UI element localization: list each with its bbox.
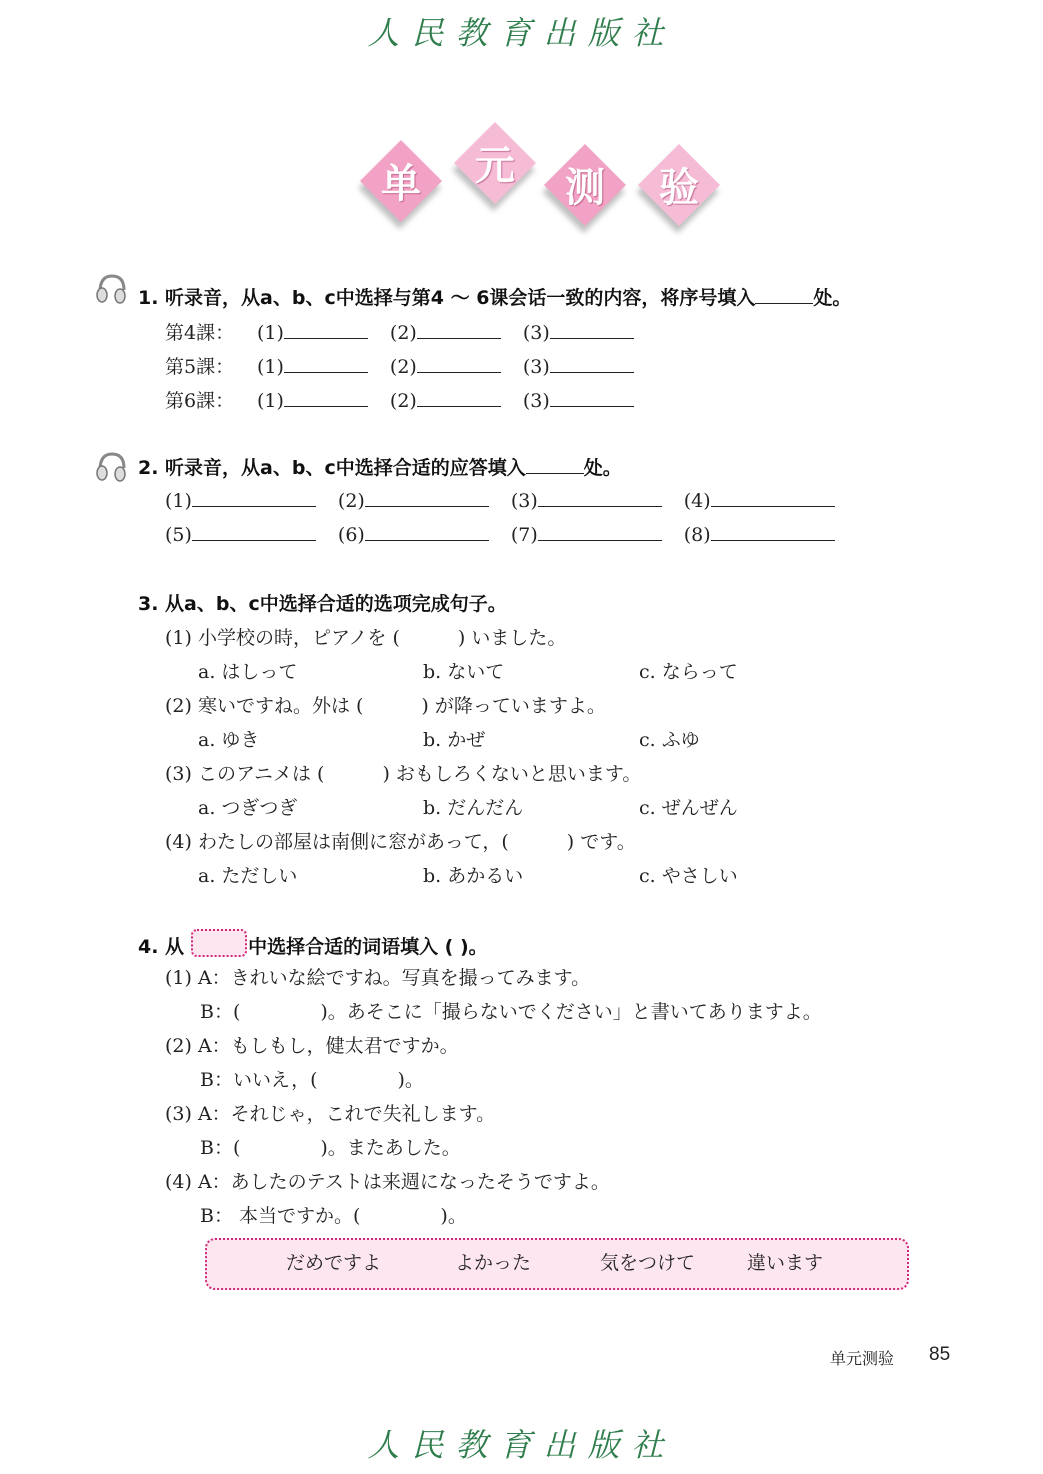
- q3-sentence: [165, 691, 606, 718]
- q2-row: [165, 488, 835, 512]
- word-choice[interactable]: 違います: [747, 1252, 824, 1274]
- sentence-pre: (3) このアニメは (: [165, 763, 325, 785]
- question-2-text: 2. 听录音，从a、b、c中选择合适的应答填入: [138, 457, 526, 479]
- answer-blank[interactable]: [417, 354, 501, 373]
- title-char: 元: [475, 143, 515, 189]
- answer-blank[interactable]: [192, 488, 316, 507]
- answer-blank[interactable]: [550, 320, 634, 339]
- q3-option[interactable]: c. やさしい: [639, 865, 738, 887]
- headphone-icon: [94, 448, 130, 484]
- q3-sentence: [165, 759, 641, 786]
- question-4-pre: 4. 从: [138, 936, 185, 958]
- item-number: (3): [510, 490, 538, 512]
- headphone-icon: [94, 270, 130, 306]
- title-char: 单: [381, 161, 421, 207]
- answer-blank[interactable]: [417, 388, 501, 407]
- item-number: (3): [522, 390, 550, 412]
- q3-option[interactable]: b. ないて: [423, 661, 505, 683]
- lesson-label: 第4課：: [165, 322, 235, 344]
- q3-option[interactable]: c. ぜんぜん: [639, 797, 738, 819]
- question-4-post: 中选择合适的词语填入 ( )。: [248, 936, 488, 958]
- q3-option[interactable]: c. ふゆ: [639, 729, 700, 751]
- answer-blank[interactable]: [711, 488, 835, 507]
- q3-option[interactable]: b. だんだん: [423, 797, 524, 819]
- question-1-text: 1. 听录音，从a、b、c中选择与第4 ～ 6课会话一致的内容，将序号填入: [138, 287, 756, 309]
- word-choice[interactable]: よかった: [455, 1252, 532, 1274]
- lesson-label: 第6課：: [165, 390, 235, 412]
- question-2-end: 处。: [583, 457, 622, 479]
- sentence-pre: (2) 寒いですね。外は (: [165, 695, 364, 717]
- dialog-line-a: (2) A：もしもし，健太君ですか。: [165, 1035, 459, 1057]
- answer-blank[interactable]: [417, 320, 501, 339]
- q1-row: [165, 386, 634, 413]
- q3-option[interactable]: c. ならって: [639, 661, 738, 683]
- dialog-line-b: [200, 1065, 424, 1092]
- question-2-title: [138, 453, 622, 480]
- item-number: (2): [389, 356, 417, 378]
- item-number: (4): [683, 490, 711, 512]
- item-number: (5): [165, 524, 192, 546]
- item-number: (1): [165, 490, 192, 512]
- dialog-b-post: )。: [440, 1205, 467, 1227]
- dialog-b-post: )。: [397, 1069, 424, 1091]
- answer-blank: [526, 455, 584, 474]
- dialog-b-post: )。またあした。: [320, 1137, 461, 1159]
- q1-row: [165, 318, 634, 345]
- item-number: (2): [337, 490, 365, 512]
- question-3-title: 3. 从a、b、c中选择合适的选项完成句子。: [138, 593, 507, 615]
- sentence-post: ) です。: [566, 831, 636, 853]
- question-1-end: 处。: [813, 287, 852, 309]
- title-char: 验: [659, 165, 699, 211]
- item-number: (3): [522, 356, 550, 378]
- sentence-pre: (4) わたしの部屋は南側に窓があって，(: [165, 831, 509, 853]
- answer-blank[interactable]: [284, 388, 368, 407]
- q3-option[interactable]: a. はしって: [198, 661, 298, 683]
- answer-blank[interactable]: [365, 522, 489, 541]
- dialog-b-pre: B：いいえ，(: [200, 1069, 318, 1091]
- publisher-logo-bottom: 人民教育出版社: [367, 1426, 676, 1464]
- q3-sentence: [165, 623, 566, 650]
- item-number: (2): [389, 322, 417, 344]
- item-number: (3): [522, 322, 550, 344]
- dialog-b-pre: B： 本当ですか。(: [200, 1205, 361, 1227]
- item-number: (7): [510, 524, 538, 546]
- page-number: 85: [929, 1344, 951, 1365]
- sentence-post: ) が降っていますよ。: [421, 695, 606, 717]
- dialog-line-b: [200, 997, 822, 1024]
- lesson-label: 第5課：: [165, 356, 235, 378]
- dialog-b-pre: B：(: [200, 1001, 241, 1023]
- q3-option[interactable]: a. ただしい: [198, 865, 298, 887]
- dialog-b-pre: B：(: [200, 1137, 241, 1159]
- answer-blank[interactable]: [284, 354, 368, 373]
- title-char: 测: [565, 165, 605, 211]
- answer-blank[interactable]: [538, 488, 662, 507]
- answer-blank: [755, 285, 813, 304]
- answer-blank[interactable]: [550, 354, 634, 373]
- q3-option[interactable]: a. ゆき: [198, 729, 260, 751]
- q1-row: [165, 352, 634, 379]
- publisher-logo-top: 人民教育出版社: [367, 14, 676, 52]
- q3-option[interactable]: a. つぎつぎ: [198, 797, 298, 819]
- word-choice[interactable]: だめですよ: [286, 1252, 382, 1274]
- dialog-line-a: (4) A：あしたのテストは来週になったそうですよ。: [165, 1171, 610, 1193]
- answer-blank[interactable]: [192, 522, 316, 541]
- answer-blank[interactable]: [365, 488, 489, 507]
- sentence-post: ) おもしろくないと思います。: [382, 763, 642, 785]
- item-number: (2): [389, 390, 417, 412]
- q3-option[interactable]: b. あかるい: [423, 865, 524, 887]
- answer-blank[interactable]: [538, 522, 662, 541]
- word-choice[interactable]: 気をつけて: [600, 1252, 696, 1274]
- dialog-line-a: (1) A：きれいな絵ですね。写真を撮ってみます。: [165, 967, 591, 989]
- q3-option[interactable]: b. かぜ: [423, 729, 486, 751]
- item-number: (1): [257, 356, 284, 378]
- item-number: (8): [683, 524, 711, 546]
- word-box-icon: [191, 929, 247, 957]
- item-number: (1): [257, 390, 284, 412]
- answer-blank[interactable]: [284, 320, 368, 339]
- q2-row: [165, 522, 835, 546]
- dialog-line-b: [200, 1201, 467, 1228]
- footer-section-label: 单元测验: [830, 1349, 895, 1368]
- item-number: (6): [337, 524, 365, 546]
- question-1-title: [138, 283, 851, 310]
- dialog-line-a: (3) A：それじゃ，これで失礼します。: [165, 1103, 496, 1125]
- q3-sentence: [165, 827, 636, 854]
- sentence-post: ) いました。: [457, 627, 567, 649]
- dialog-b-post: )。あそこに「撮らないでください」と書いてありますよ。: [320, 1001, 822, 1023]
- answer-blank[interactable]: [550, 388, 634, 407]
- item-number: (1): [257, 322, 284, 344]
- answer-blank[interactable]: [711, 522, 835, 541]
- dialog-line-b: [200, 1133, 461, 1160]
- sentence-pre: (1) 小学校の時，ピアノを (: [165, 627, 400, 649]
- unit-test-title: [360, 130, 740, 230]
